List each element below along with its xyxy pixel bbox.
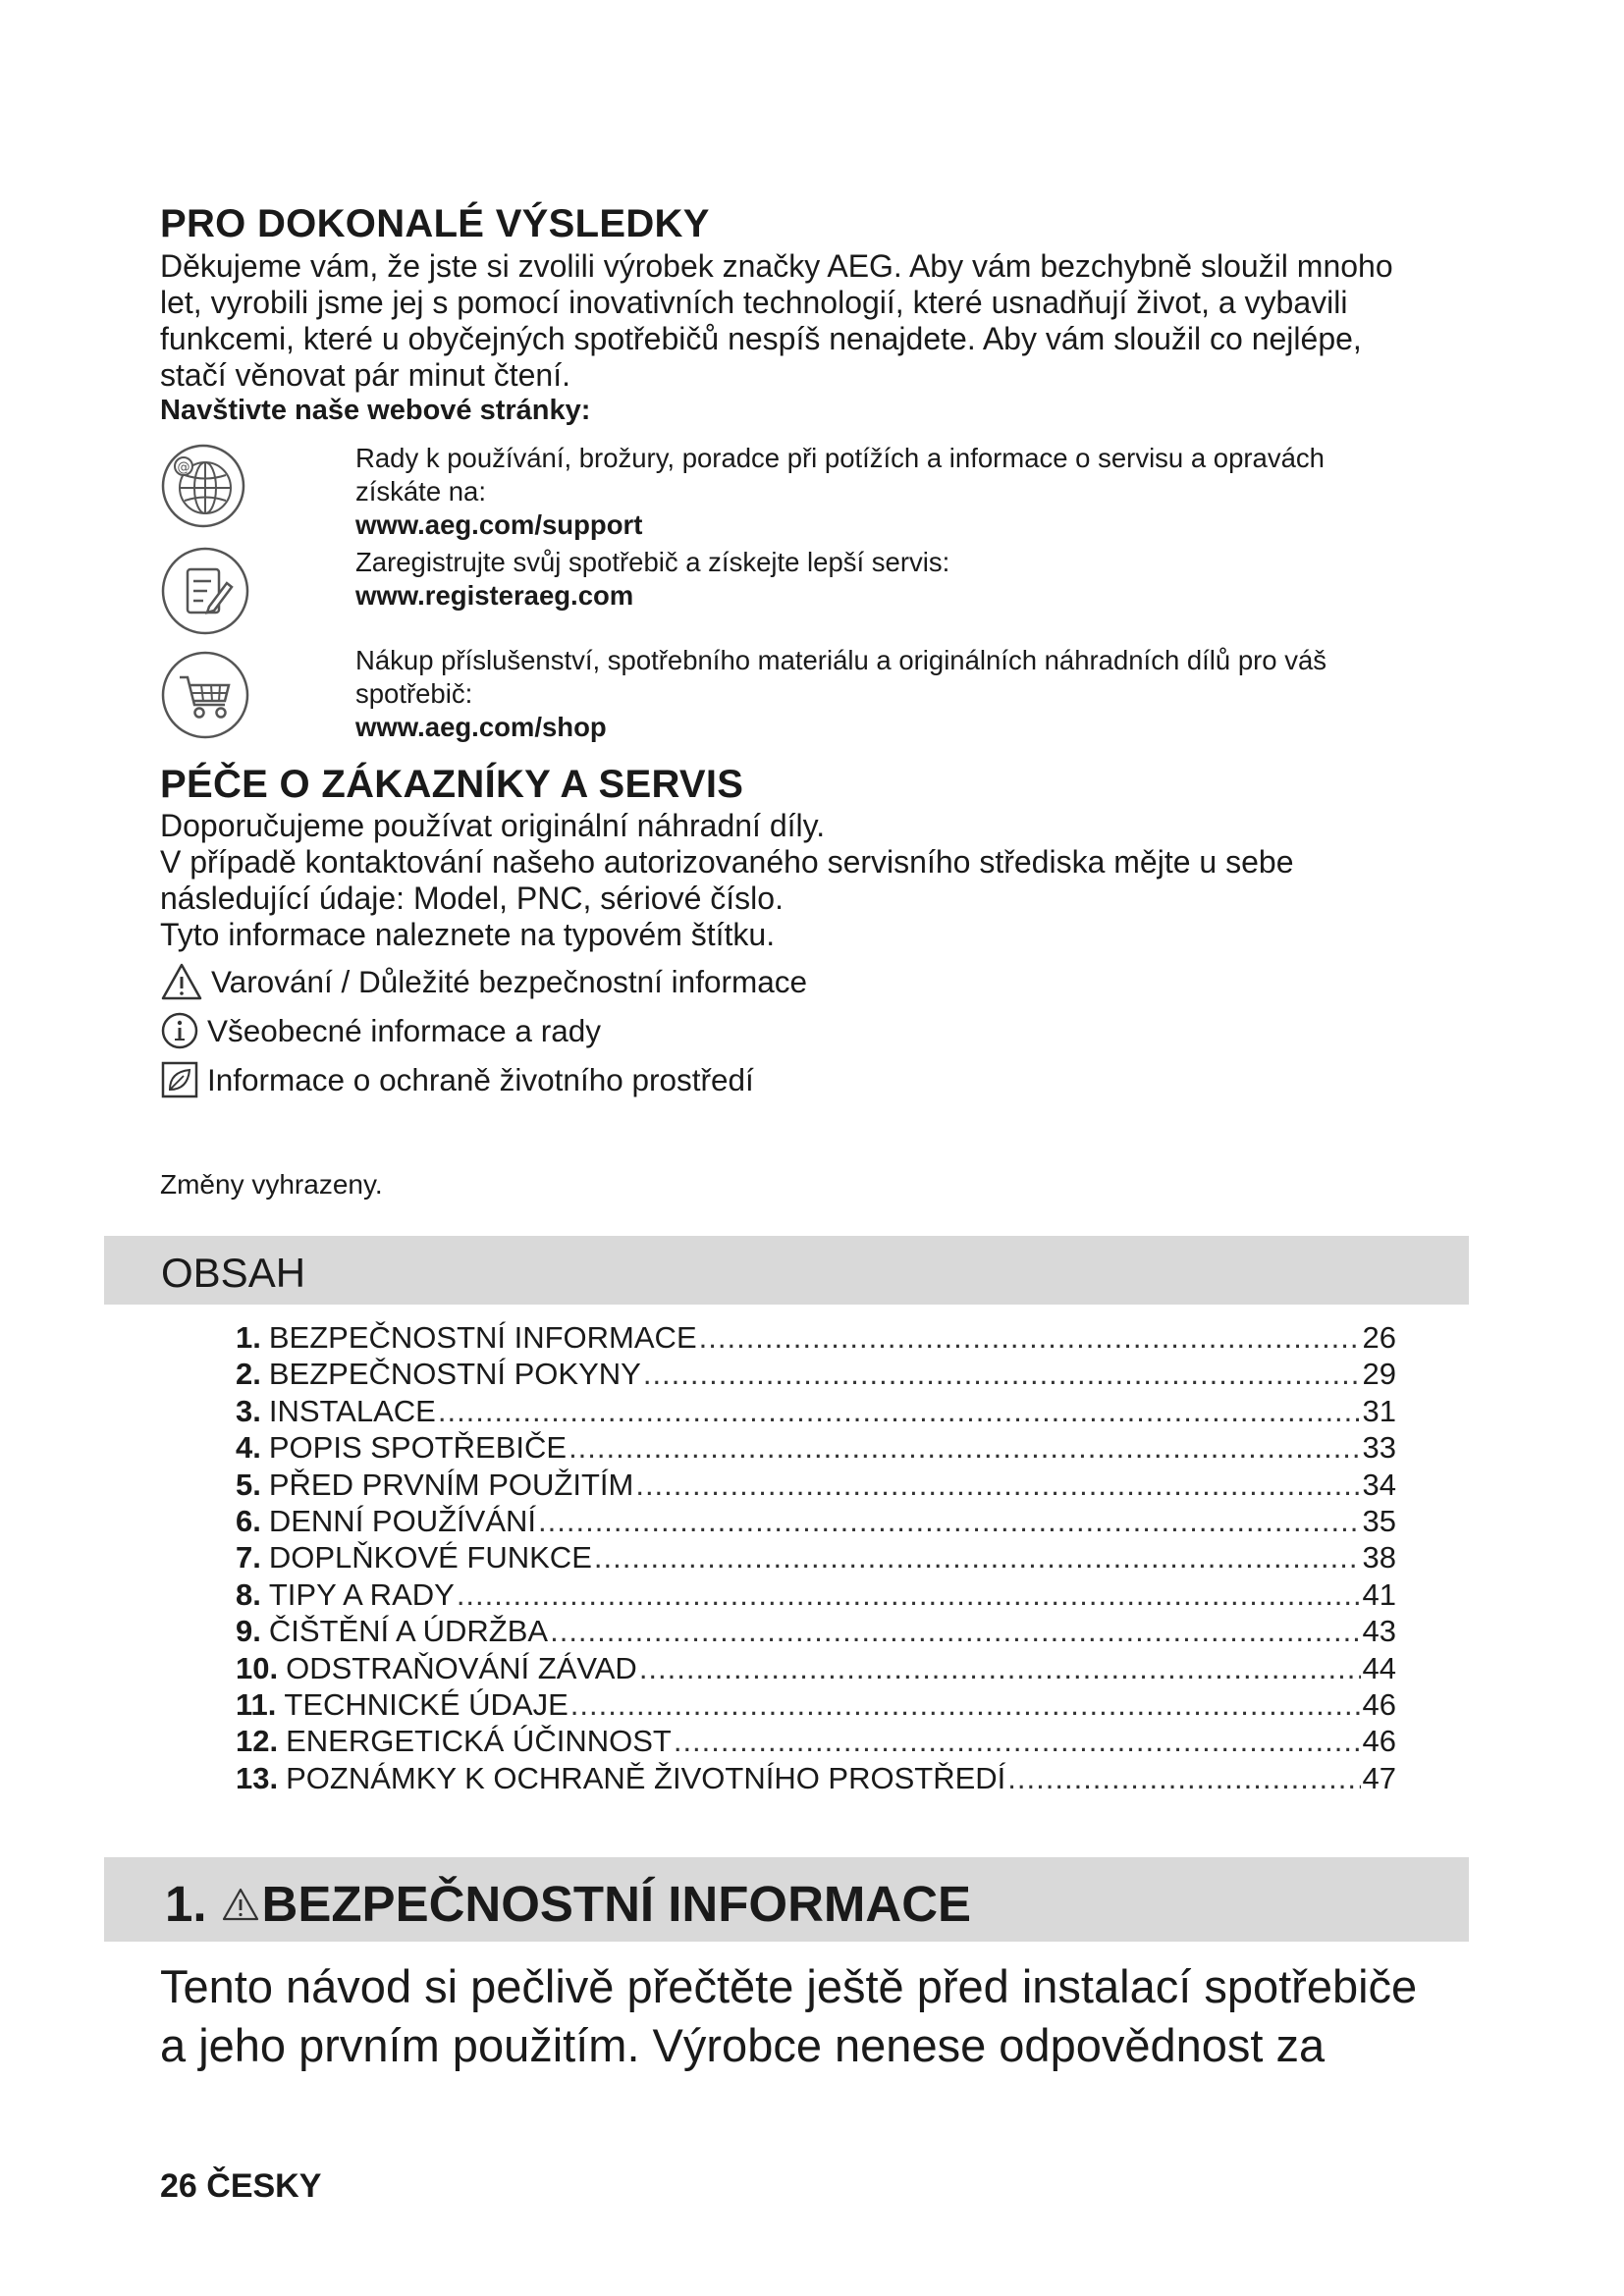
toc-label: BEZPEČNOSTNÍ INFORMACE [268, 1320, 697, 1355]
legend-info-text: Všeobecné informace a rady [207, 1012, 601, 1048]
safety-heading [165, 1875, 971, 1933]
toc-item[interactable] [236, 1504, 1396, 1540]
toc-item[interactable] [236, 1430, 1396, 1467]
info-icon [160, 1011, 199, 1050]
toc-leader [643, 1357, 1361, 1392]
toc-page: 47 [1362, 1760, 1396, 1795]
shop-text: Nákup příslušenství, spotřebního materiálu a originálních náhradních dílů pro váš [355, 645, 1327, 675]
toc-leader [699, 1320, 1361, 1356]
toc-label: POPIS SPOTŘEBIČE [268, 1430, 568, 1466]
toc-page: 46 [1362, 1724, 1396, 1759]
customer-care-heading: PÉČE O ZÁKAZNÍKY A SERVIS [160, 763, 744, 806]
toc-item[interactable] [236, 1614, 1396, 1650]
table-of-contents [236, 1320, 1396, 1797]
toc-page: 46 [1362, 1686, 1396, 1722]
toc-label: PŘED PRVNÍM POUŽITÍM [268, 1467, 634, 1502]
toc-number: 10. [236, 1650, 279, 1685]
toc-item[interactable] [236, 1357, 1396, 1393]
text-line: Tyto informace naleznete na typovém štítku. [160, 917, 776, 952]
toc-label: DOPLŇKOVÉ FUNKCE [268, 1540, 592, 1575]
toc-leader [1007, 1761, 1360, 1796]
support-info [355, 442, 1325, 542]
shopping-cart-icon [160, 650, 250, 740]
perfect-results-heading: PRO DOKONALÉ VÝSLEDKY [160, 202, 710, 245]
register-form-icon [160, 546, 250, 636]
text-line: stačí věnovat pár minut čtení. [160, 357, 570, 393]
toc-number: 8. [236, 1576, 261, 1612]
page-footer: 26 ČESKY [160, 2167, 322, 2205]
perfect-results-text [160, 248, 1393, 394]
safety-intro-text [160, 1957, 1417, 2075]
toc-label: INSTALACE [268, 1393, 436, 1428]
text-line: Doporučujeme používat originální náhradní díly. [160, 808, 826, 843]
safety-heading-title: BEZPEČNOSTNÍ INFORMACE [261, 1876, 972, 1932]
toc-number: 1. [236, 1320, 261, 1355]
toc-number: 4. [236, 1430, 261, 1466]
globe-icon [160, 443, 246, 529]
toc-item[interactable] [236, 1577, 1396, 1614]
text-line: let, vyrobili jsme jej s pomocí inovativních technologií, které usnadňují život, a vybavili [160, 285, 1348, 320]
toc-label: BEZPEČNOSTNÍ POKYNY [268, 1357, 641, 1392]
changes-note: Změny vyhrazeny. [160, 1169, 383, 1200]
customer-care-text [160, 808, 1293, 953]
toc-item[interactable] [236, 1687, 1396, 1724]
toc-label: ODSTRAŇOVÁNÍ ZÁVAD [286, 1650, 637, 1685]
leaf-icon [160, 1060, 199, 1099]
legend-info [160, 1011, 601, 1050]
register-info [355, 546, 949, 613]
text-line: funkcemi, které u obyčejných spotřebičů nespíš nenajdete. Aby vám sloužil co nejlépe, [160, 321, 1362, 356]
safety-header-band [104, 1857, 1469, 1942]
shop-text: spotřebič: [355, 678, 473, 709]
toc-item[interactable] [236, 1468, 1396, 1504]
toc-page: 33 [1362, 1430, 1396, 1466]
support-text: Rady k používání, brožury, poradce při potížích a informace o servisu a opravách [355, 443, 1325, 473]
toc-number: 7. [236, 1540, 261, 1575]
toc-number: 2. [236, 1357, 261, 1392]
toc-item[interactable] [236, 1651, 1396, 1687]
toc-leader [674, 1724, 1361, 1759]
toc-leader [457, 1577, 1361, 1613]
toc-number: 12. [236, 1724, 279, 1759]
legend-warning-text: Varování / Důležité bezpečnostní informace [211, 963, 807, 999]
toc-number: 3. [236, 1393, 261, 1428]
toc-item[interactable] [236, 1394, 1396, 1430]
toc-page: 38 [1362, 1540, 1396, 1575]
toc-number: 11. [236, 1686, 277, 1722]
toc-page: 35 [1362, 1503, 1396, 1538]
toc-label: DENNÍ POUŽÍVÁNÍ [268, 1503, 537, 1538]
shop-link[interactable]: www.aeg.com/shop [355, 712, 607, 742]
toc-page: 29 [1362, 1357, 1396, 1392]
text-line: a jeho prvním použitím. Výrobce nenese odpovědnost za [160, 2019, 1326, 2071]
toc-leader [568, 1430, 1360, 1466]
toc-item[interactable] [236, 1761, 1396, 1797]
toc-leader [438, 1394, 1361, 1429]
toc-page: 26 [1362, 1320, 1396, 1355]
warning-triangle-icon [160, 962, 203, 1001]
toc-label: POZNÁMKY K OCHRANĚ ŽIVOTNÍHO PROSTŘEDÍ [286, 1760, 1006, 1795]
toc-leader [639, 1651, 1361, 1686]
toc-label: TIPY A RADY [268, 1576, 455, 1612]
support-link[interactable]: www.aeg.com/support [355, 509, 643, 540]
text-line: Děkujeme vám, že jste si zvolili výrobek značky AEG. Aby vám bezchybně sloužil mnoho [160, 248, 1393, 284]
toc-number: 5. [236, 1467, 261, 1502]
toc-page: 31 [1362, 1393, 1396, 1428]
toc-page: 41 [1362, 1576, 1396, 1612]
text-line: následující údaje: Model, PNC, sériové číslo. [160, 881, 784, 916]
toc-leader [570, 1687, 1361, 1723]
text-line: V případě kontaktování našeho autorizovaného servisního střediska mějte u sebe [160, 844, 1294, 880]
toc-page: 34 [1362, 1467, 1396, 1502]
visit-website-heading: Navštivte naše webové stránky: [160, 395, 591, 426]
toc-item[interactable] [236, 1320, 1396, 1357]
toc-leader [538, 1504, 1361, 1539]
contents-title: OBSAH [161, 1250, 306, 1296]
warning-triangle-icon [221, 1887, 260, 1922]
toc-item[interactable] [236, 1540, 1396, 1576]
toc-page: 44 [1362, 1650, 1396, 1685]
contents-header-band [104, 1236, 1469, 1305]
text-line: Tento návod si pečlivě přečtěte ještě před instalací spotřebiče [160, 1960, 1418, 2012]
legend-environment-text: Informace o ochraně životního prostředí [207, 1061, 754, 1097]
toc-leader [550, 1614, 1360, 1649]
toc-label: ČIŠTĚNÍ A ÚDRŽBA [268, 1614, 549, 1649]
register-link[interactable]: www.registeraeg.com [355, 580, 634, 611]
toc-leader [594, 1540, 1361, 1575]
legend-warning [160, 962, 807, 1001]
toc-number: 13. [236, 1760, 279, 1795]
toc-leader [635, 1468, 1360, 1503]
register-text: Zaregistrujte svůj spotřebič a získejte lepší servis: [355, 547, 950, 577]
support-text: získáte na: [355, 476, 486, 507]
legend-environment [160, 1060, 754, 1099]
toc-page: 43 [1362, 1614, 1396, 1649]
shop-info [355, 644, 1326, 744]
toc-number: 9. [236, 1614, 261, 1649]
svg-text:@: @ [177, 460, 190, 475]
toc-number: 6. [236, 1503, 261, 1538]
toc-label: TECHNICKÉ ÚDAJE [284, 1686, 568, 1722]
safety-heading-number: 1. [165, 1876, 207, 1932]
toc-item[interactable] [236, 1724, 1396, 1760]
toc-label: ENERGETICKÁ ÚČINNOST [286, 1724, 672, 1759]
